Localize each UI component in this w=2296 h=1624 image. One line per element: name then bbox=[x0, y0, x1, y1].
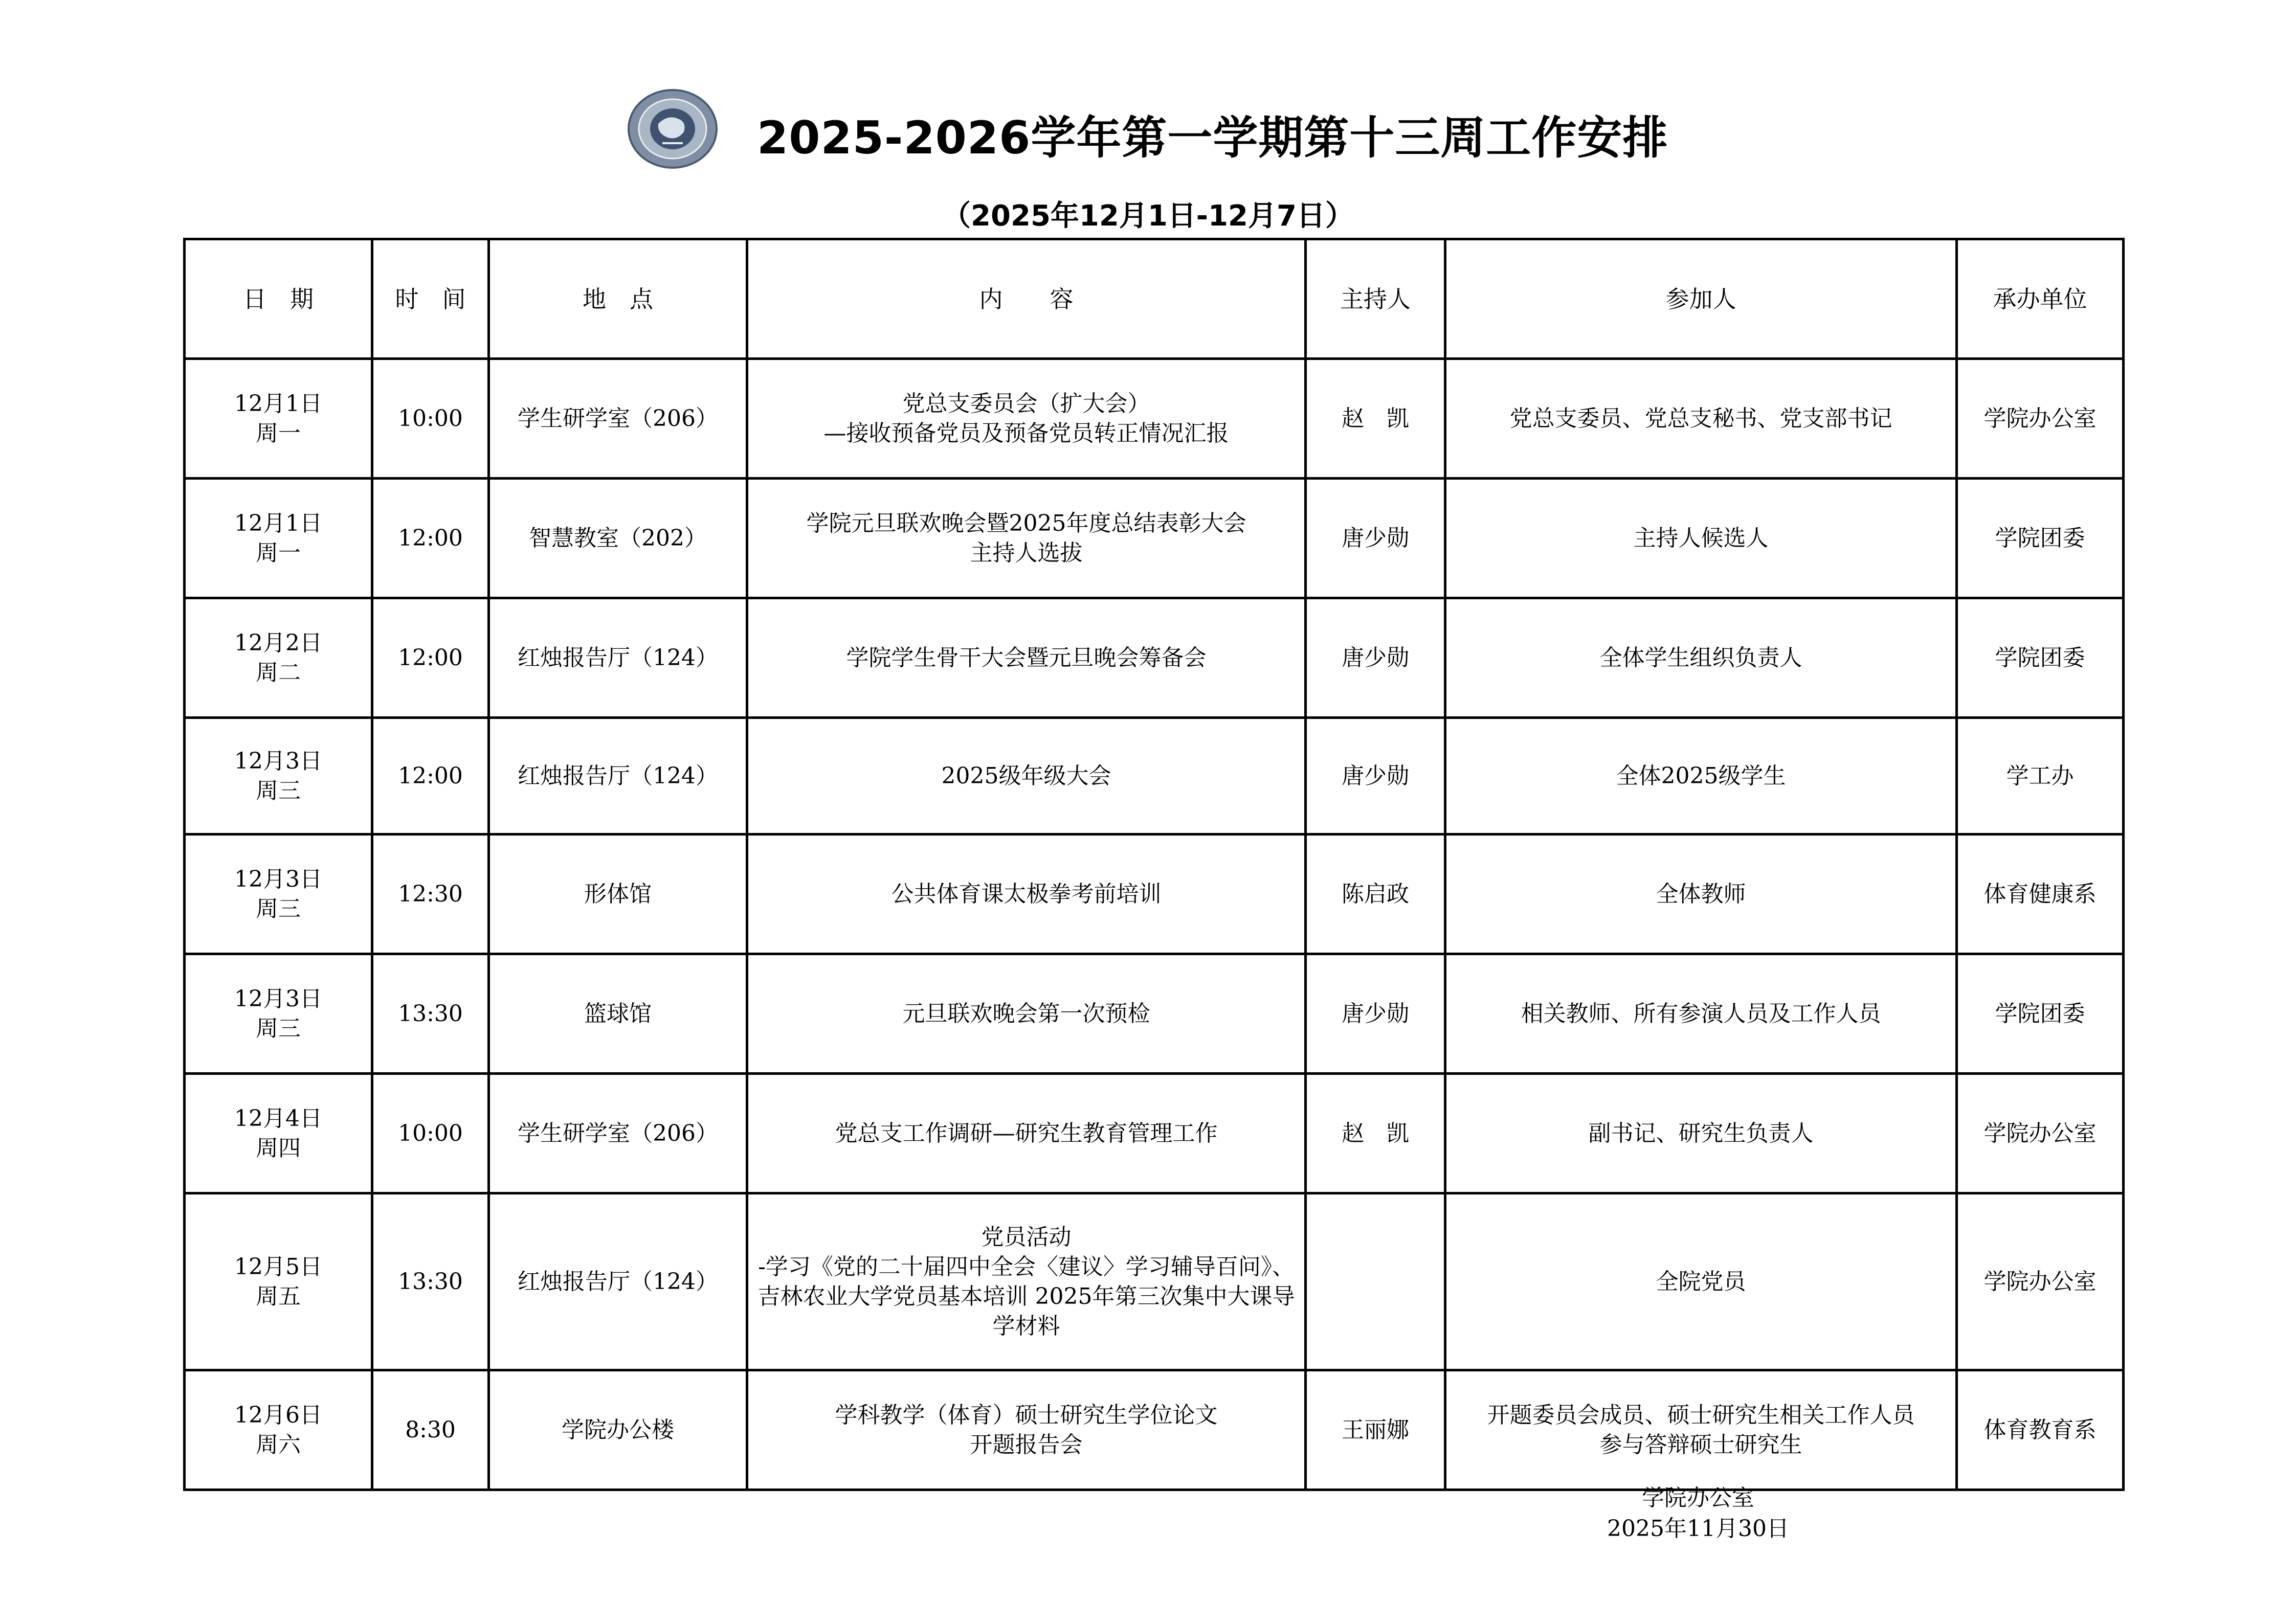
participants-line: 相关教师、所有参演人员及工作人员 bbox=[1521, 1000, 1881, 1027]
content-cell bbox=[747, 1074, 1306, 1193]
host-cell: 王丽娜 bbox=[1306, 1370, 1445, 1490]
date-cell bbox=[185, 598, 372, 718]
table-row bbox=[185, 598, 2124, 718]
page-subtitle: （2025年12月1日-12月7日） bbox=[942, 199, 1354, 233]
date-cell bbox=[185, 954, 372, 1074]
organizer-cell: 学院办公室 bbox=[1957, 359, 2124, 479]
host-cell: 赵 凯 bbox=[1306, 359, 1445, 479]
weekday-text: 周五 bbox=[256, 1283, 301, 1310]
weekday-text: 周三 bbox=[256, 895, 301, 922]
organizer-cell: 学院团委 bbox=[1957, 954, 2124, 1074]
content-line: 公共体育课太极拳考前培训 bbox=[891, 881, 1162, 907]
date-text: 12月4日 bbox=[234, 1105, 322, 1132]
host-cell: 唐少勋 bbox=[1306, 479, 1445, 598]
host-cell: 陈启政 bbox=[1306, 834, 1445, 954]
time-cell: 8:30 bbox=[372, 1370, 489, 1490]
place-cell: 学院办公楼 bbox=[489, 1370, 747, 1490]
date-text: 12月1日 bbox=[234, 390, 322, 417]
date-cell bbox=[185, 479, 372, 598]
footer-office: 学院办公室 bbox=[1642, 1485, 1754, 1511]
content-line: 学院元旦联欢晚会暨2025年度总结表彰大会 bbox=[806, 510, 1246, 536]
date-text: 12月3日 bbox=[234, 985, 322, 1012]
participants-line: 全院党员 bbox=[1656, 1268, 1746, 1295]
date-text: 12月1日 bbox=[234, 510, 322, 536]
host-cell: 唐少勋 bbox=[1306, 598, 1445, 718]
table-row bbox=[185, 479, 2124, 598]
organizer-cell: 体育健康系 bbox=[1957, 834, 2124, 954]
date-text: 12月5日 bbox=[234, 1253, 322, 1280]
participants-line: 副书记、研究生负责人 bbox=[1588, 1120, 1814, 1146]
column-header-date: 日 期 bbox=[185, 239, 372, 359]
date-cell bbox=[185, 834, 372, 954]
schedule-table bbox=[183, 238, 2125, 1491]
column-header-place: 地 点 bbox=[489, 239, 747, 359]
participants-cell bbox=[1445, 1370, 1957, 1490]
organizer-cell: 体育教育系 bbox=[1957, 1370, 2124, 1490]
weekday-text: 周一 bbox=[256, 420, 301, 446]
participants-cell bbox=[1445, 598, 1957, 718]
table-row bbox=[185, 1193, 2124, 1370]
time-cell: 13:30 bbox=[372, 1193, 489, 1370]
content-cell bbox=[747, 718, 1306, 834]
content-cell bbox=[747, 598, 1306, 718]
content-cell bbox=[747, 479, 1306, 598]
weekday-text: 周一 bbox=[256, 539, 301, 566]
place-cell: 红烛报告厅（124） bbox=[489, 598, 747, 718]
table-header-row bbox=[185, 239, 2124, 359]
participants-cell bbox=[1445, 1193, 1957, 1370]
place-cell: 智慧教室（202） bbox=[489, 479, 747, 598]
participants-cell bbox=[1445, 954, 1957, 1074]
participants-line: 参与答辩硕士研究生 bbox=[1599, 1431, 1802, 1458]
host-cell: 赵 凯 bbox=[1306, 1074, 1445, 1193]
page-title: 2025-2026学年第一学期第十三周工作安排 bbox=[757, 111, 1668, 164]
host-cell: 唐少勋 bbox=[1306, 718, 1445, 834]
table-row bbox=[185, 834, 2124, 954]
participants-line: 主持人候选人 bbox=[1633, 525, 1769, 551]
organizer-cell: 学院团委 bbox=[1957, 598, 2124, 718]
date-text: 12月3日 bbox=[234, 748, 322, 774]
column-header-time: 时 间 bbox=[372, 239, 489, 359]
weekday-text: 周三 bbox=[256, 1015, 301, 1042]
time-cell: 12:00 bbox=[372, 718, 489, 834]
participants-cell bbox=[1445, 834, 1957, 954]
table-row bbox=[185, 1074, 2124, 1193]
time-cell: 10:00 bbox=[372, 359, 489, 479]
date-text: 12月3日 bbox=[234, 866, 322, 892]
time-cell: 12:00 bbox=[372, 479, 489, 598]
place-cell: 形体馆 bbox=[489, 834, 747, 954]
footer-date: 2025年11月30日 bbox=[1607, 1516, 1789, 1542]
date-cell bbox=[185, 1370, 372, 1490]
weekday-text: 周三 bbox=[256, 777, 301, 804]
participants-line: 开题委员会成员、硕士研究生相关工作人员 bbox=[1487, 1402, 1915, 1428]
content-line: 党员活动 bbox=[981, 1224, 1072, 1250]
content-cell bbox=[747, 1370, 1306, 1490]
content-line: 主持人选拔 bbox=[970, 539, 1083, 566]
participants-cell bbox=[1445, 1074, 1957, 1193]
organizer-cell: 学院办公室 bbox=[1957, 1074, 2124, 1193]
content-line: —接收预备党员及预备党员转正情况汇报 bbox=[823, 420, 1229, 446]
content-cell bbox=[747, 359, 1306, 479]
content-cell bbox=[747, 954, 1306, 1074]
table-row bbox=[185, 1370, 2124, 1490]
date-cell bbox=[185, 1193, 372, 1370]
column-header-content: 内 容 bbox=[747, 239, 1306, 359]
participants-line: 全体教师 bbox=[1656, 881, 1746, 907]
content-line: 2025级年级大会 bbox=[941, 762, 1111, 789]
place-cell: 篮球馆 bbox=[489, 954, 747, 1074]
content-line: -学习《党的二十届四中全会〈建议〉学习辅导百问》、吉林农业大学党员基本培训 2025年第三次集中大课导学材料 bbox=[757, 1253, 1295, 1339]
time-cell: 13:30 bbox=[372, 954, 489, 1074]
organizer-cell: 学工办 bbox=[1957, 718, 2124, 834]
header bbox=[0, 77, 2296, 189]
date-text: 12月2日 bbox=[234, 629, 322, 656]
date-cell bbox=[185, 1074, 372, 1193]
place-cell: 红烛报告厅（124） bbox=[489, 718, 747, 834]
time-cell: 12:00 bbox=[372, 598, 489, 718]
column-header-host: 主持人 bbox=[1306, 239, 1445, 359]
participants-line: 全体学生组织负责人 bbox=[1599, 644, 1802, 671]
host-cell bbox=[1306, 1193, 1445, 1370]
content-line: 开题报告会 bbox=[970, 1431, 1083, 1458]
participants-line: 党总支委员、党总支秘书、党支部书记 bbox=[1509, 405, 1892, 432]
table-row bbox=[185, 359, 2124, 479]
host-cell: 唐少勋 bbox=[1306, 954, 1445, 1074]
footer bbox=[1596, 1483, 1800, 1544]
place-cell: 学生研学室（206） bbox=[489, 359, 747, 479]
content-line: 党总支委员会（扩大会） bbox=[902, 390, 1150, 417]
place-cell: 学生研学室（206） bbox=[489, 1074, 747, 1193]
column-header-participants: 参加人 bbox=[1445, 239, 1957, 359]
organizer-cell: 学院办公室 bbox=[1957, 1193, 2124, 1370]
place-cell: 红烛报告厅（124） bbox=[489, 1193, 747, 1370]
weekday-text: 周二 bbox=[256, 659, 301, 686]
participants-line: 全体2025级学生 bbox=[1616, 762, 1786, 789]
weekday-text: 周六 bbox=[256, 1431, 301, 1458]
date-text: 12月6日 bbox=[234, 1402, 322, 1428]
time-cell: 10:00 bbox=[372, 1074, 489, 1193]
participants-cell bbox=[1445, 359, 1957, 479]
content-line: 党总支工作调研—研究生教育管理工作 bbox=[835, 1120, 1218, 1146]
content-line: 学院学生骨干大会暨元旦晚会筹备会 bbox=[846, 644, 1207, 671]
organizer-cell: 学院团委 bbox=[1957, 479, 2124, 598]
participants-cell bbox=[1445, 479, 1957, 598]
table-row bbox=[185, 718, 2124, 834]
participants-cell bbox=[1445, 718, 1957, 834]
school-emblem-icon bbox=[627, 88, 719, 170]
weekday-text: 周四 bbox=[256, 1135, 301, 1161]
table-row bbox=[185, 954, 2124, 1074]
date-cell bbox=[185, 718, 372, 834]
content-line: 元旦联欢晚会第一次预检 bbox=[902, 1000, 1150, 1027]
date-cell bbox=[185, 359, 372, 479]
content-line: 学科教学（体育）硕士研究生学位论文 bbox=[835, 1402, 1218, 1428]
content-cell bbox=[747, 1193, 1306, 1370]
column-header-organizer: 承办单位 bbox=[1957, 239, 2124, 359]
time-cell: 12:30 bbox=[372, 834, 489, 954]
content-cell bbox=[747, 834, 1306, 954]
